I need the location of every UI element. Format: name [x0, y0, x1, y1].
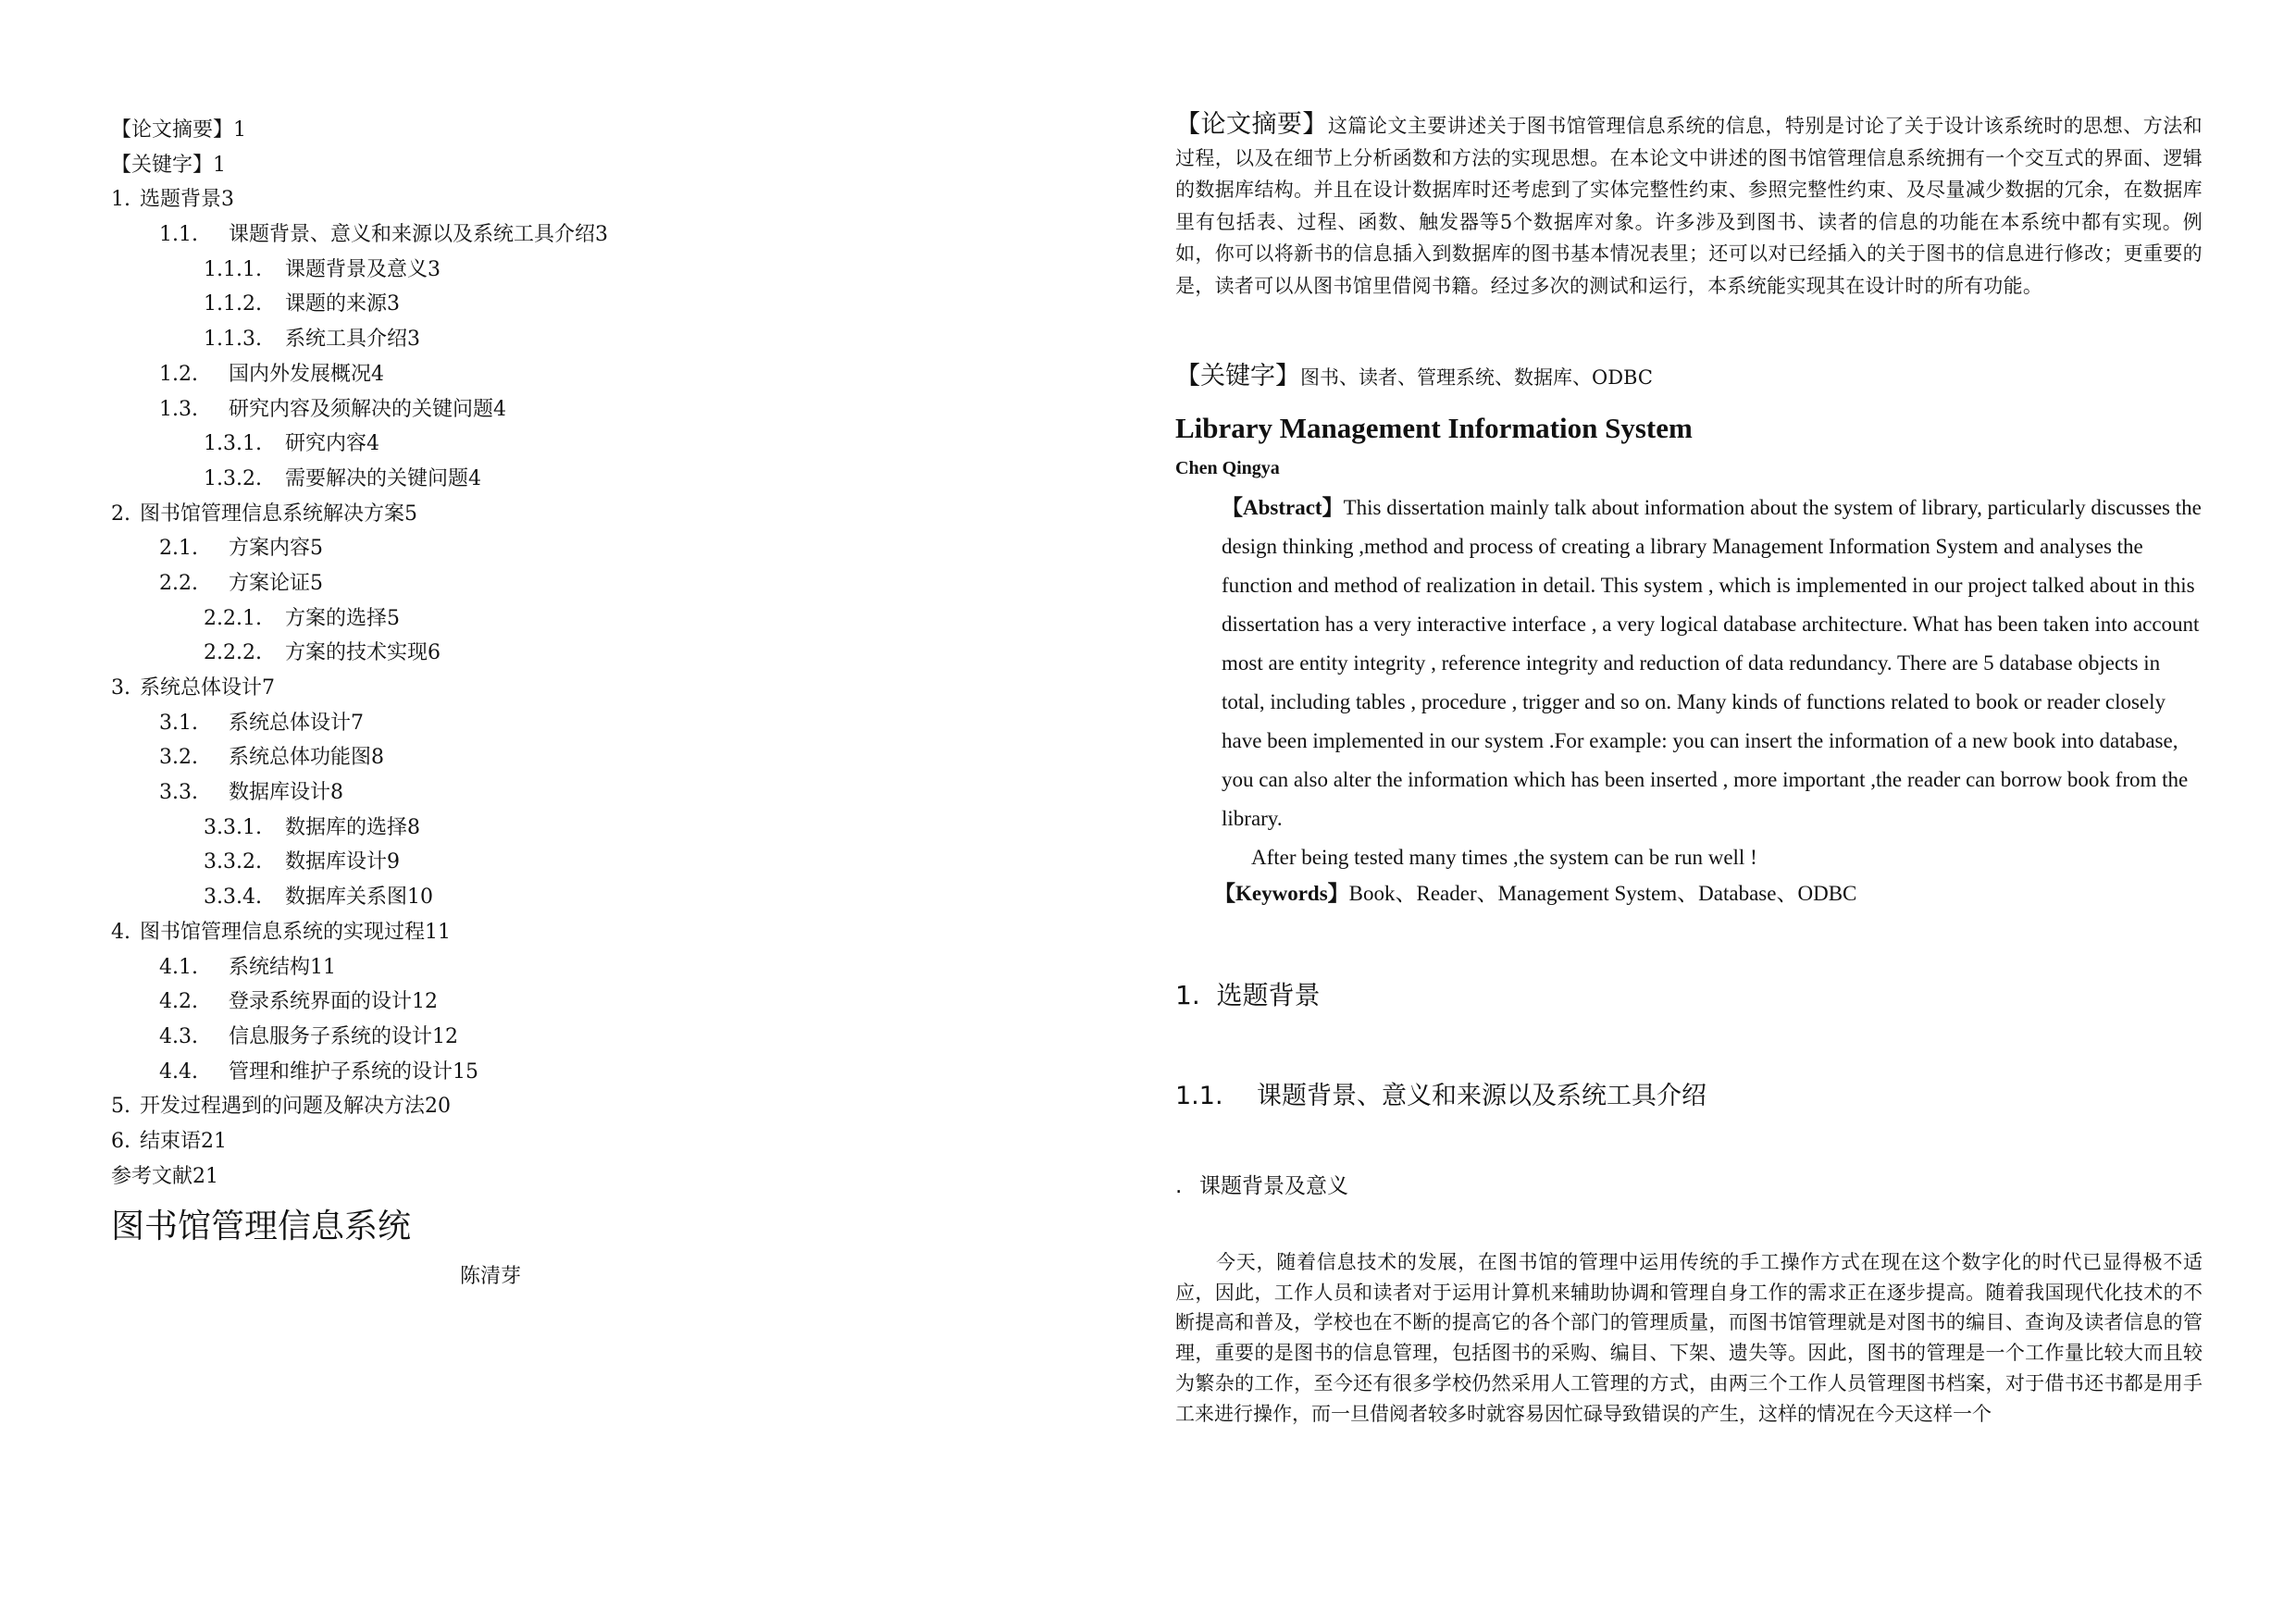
toc-item-text: 图书馆管理信息系统的实现过程11	[140, 920, 451, 944]
toc-item-number: 4.2.	[159, 990, 198, 1014]
toc-item	[111, 322, 1092, 357]
toc-item-text: 数据库的选择8	[285, 815, 420, 839]
english-author: Chen Qingya	[1175, 458, 1280, 478]
toc-item-number: 4.1.	[159, 955, 198, 979]
english-keywords-label: 【Keywords】	[1214, 882, 1349, 905]
english-abstract-label: 【Abstract】	[1222, 496, 1344, 519]
toc-item-text: 研究内容4	[285, 432, 379, 456]
toc-item-text: 方案论证5	[229, 571, 323, 595]
toc-item-number: 1.3.2.	[204, 466, 262, 490]
toc-item-text: 【论文摘要】1	[111, 118, 246, 142]
toc-item-text: 开发过程遇到的问题及解决方法20	[140, 1095, 451, 1119]
toc-item	[111, 636, 1092, 671]
toc-item-text: 研究内容及须解决的关键问题4	[229, 397, 506, 421]
toc-item-text: 系统总体设计7	[229, 711, 364, 735]
chinese-keywords	[1175, 355, 2203, 391]
english-keywords-text: Book、Reader、Management System、Database、ODBC	[1348, 882, 1857, 905]
english-title: Library Management Information System	[1175, 412, 1693, 444]
document-title: 图书馆管理信息系统	[111, 1208, 412, 1246]
toc-item-text: 方案内容5	[229, 537, 323, 561]
toc-item	[111, 566, 1092, 601]
toc-item	[111, 392, 1092, 427]
toc-item	[111, 253, 1092, 288]
toc-item-number: 1.3.	[159, 397, 198, 421]
toc-item	[111, 706, 1092, 741]
toc-item	[111, 845, 1092, 880]
english-abstract	[1222, 489, 2203, 877]
toc-item-text: 数据库关系图10	[285, 886, 433, 910]
toc-item-number: 3.3.	[159, 781, 198, 805]
toc-item	[111, 217, 1092, 253]
toc-item-number: 2.2.	[159, 571, 198, 595]
toc-item-text: 图书馆管理信息系统解决方案5	[140, 502, 417, 526]
toc-item	[111, 740, 1092, 775]
toc-item-number: 2.	[111, 502, 130, 526]
toc-item	[111, 1089, 1092, 1124]
english-abstract-paragraph-2: After being tested many times ,the system can be run well !	[1251, 846, 1757, 869]
toc-item-text: 数据库设计8	[229, 781, 343, 805]
section-heading-1-1	[1175, 1075, 2203, 1111]
english-abstract-text: This dissertation mainly talk about information about the system of library, particularly discusses the design thinking ,method and process of creating a library Management Information System and analyses the function and method of realization in detail. This system , which is implemented in our project talked about in this dissertation has a very interactive interface , a very logical database architecture. What has been taken into account most are entity integrity , reference integrity and reduction of data redundancy. There are 5 database objects in total, including tables , procedure , trigger and so on. Many kinds of functions related to book or reader closely have been implemented in our system .For example: you can insert the information of a new book into database, you can also alter the information which has been inserted , more important ,the reader can borrow book from the library.	[1222, 496, 2202, 830]
section-heading-1-1-text: 课题背景、意义和来源以及系统工具介绍	[1257, 1082, 1706, 1110]
toc-item-number: 1.1.3.	[204, 328, 262, 352]
toc-item-text: 选题背景3	[140, 188, 234, 212]
section-heading-1	[1175, 975, 2203, 1012]
toc-item-text: 方案的技术实现6	[285, 641, 441, 665]
toc-item-text: 课题的来源3	[285, 292, 400, 316]
abstract-heading: 【论文摘要】	[1175, 110, 1328, 139]
toc-item-number: 1.1.	[159, 223, 198, 247]
toc-item	[111, 287, 1092, 322]
toc-item-number: 3.3.1.	[204, 815, 262, 839]
toc-item	[111, 671, 1092, 706]
right-page	[1175, 109, 2203, 1429]
toc-item-number: 5.	[111, 1095, 130, 1119]
toc-item	[111, 1159, 1092, 1195]
toc-item-text: 方案的选择5	[285, 606, 400, 630]
document-author: 陈清芽	[460, 1265, 522, 1289]
toc-item-number: 3.3.2.	[204, 850, 262, 874]
section-heading-1-1-1	[1175, 1169, 2203, 1199]
toc-item-text: 登录系统界面的设计12	[229, 990, 438, 1014]
toc-item-number: 6.	[111, 1129, 130, 1153]
toc-item-number: 1.	[111, 188, 130, 212]
toc-item	[111, 1020, 1092, 1055]
left-page	[111, 113, 1092, 1289]
toc-item	[111, 497, 1092, 532]
toc-item-text: 课题背景、意义和来源以及系统工具介绍3	[229, 223, 608, 247]
section-heading-1-1-1-text: 课题背景及意义	[1199, 1174, 1348, 1198]
toc-item-number: 3.	[111, 676, 130, 700]
toc-item	[111, 1055, 1092, 1090]
toc-item-text: 系统总体设计7	[140, 676, 275, 700]
toc-item	[111, 601, 1092, 637]
english-abstract-paragraph	[1222, 489, 2203, 838]
keywords-heading: 【关键字】	[1175, 362, 1300, 390]
toc-item-text: 系统总体功能图8	[229, 746, 384, 770]
toc-item-number: 1.2.	[159, 362, 198, 386]
table-of-contents	[111, 113, 1092, 1194]
toc-item-number: 3.3.4.	[204, 886, 262, 910]
toc-item-text: 【关键字】1	[111, 153, 226, 177]
section-heading-1-1-1-number: .	[1175, 1174, 1183, 1198]
toc-item-text: 系统工具介绍3	[285, 328, 420, 352]
toc-item	[111, 880, 1092, 915]
toc-item-number: 2.2.2.	[204, 641, 262, 665]
toc-item	[111, 915, 1092, 950]
toc-item	[111, 950, 1092, 985]
toc-item-text: 系统结构11	[229, 955, 336, 979]
toc-item	[111, 148, 1092, 183]
toc-item	[111, 775, 1092, 811]
toc-item	[111, 531, 1092, 566]
english-keywords	[1214, 877, 2203, 911]
toc-item-text: 信息服务子系统的设计12	[229, 1024, 458, 1048]
toc-item-number: 3.2.	[159, 746, 198, 770]
toc-item-text: 需要解决的关键问题4	[285, 466, 481, 490]
section-heading-1-1-number: 1.1.	[1175, 1082, 1223, 1110]
toc-item-number: 1.1.1.	[204, 257, 262, 281]
toc-item-text: 参考文献21	[111, 1164, 218, 1188]
toc-item	[111, 113, 1092, 148]
toc-item-number: 1.3.1.	[204, 432, 262, 456]
toc-item-number: 3.1.	[159, 711, 198, 735]
toc-item-number: 2.2.1.	[204, 606, 262, 630]
toc-item-text: 数据库设计9	[285, 850, 400, 874]
toc-item-text: 国内外发展概况4	[229, 362, 384, 386]
toc-item-text: 管理和维护子系统的设计15	[229, 1059, 478, 1084]
toc-item-text: 课题背景及意义3	[285, 257, 441, 281]
keywords-text: 图书、读者、管理系统、数据库、ODBC	[1300, 366, 1653, 389]
toc-item	[111, 462, 1092, 497]
toc-item	[111, 427, 1092, 462]
section-heading-1-number: 1.	[1175, 980, 1200, 1010]
toc-item	[111, 1124, 1092, 1159]
toc-item-text: 结束语21	[140, 1129, 227, 1153]
abstract-text: 这篇论文主要讲述关于图书馆管理信息系统的信息，特别是讨论了关于设计该系统时的思想、方法和过程，以及在细节上分析函数和方法的实现思想。在本论文中讲述的图书馆管理信息系统拥有一个交互式的界面、逻辑的数据库结构。并且在设计数据库时还考虑到了实体完整性约束、参照完整性约束、及尽量减少数据的冗余，在数据库里有包括表、过程、函数、触发器等5个数据库对象。许多涉及到图书、读者的信息的功能在本系统中都有实现。例如，你可以将新书的信息插入到数据库的图书基本情况表里；还可以对已经插入的关于图书的信息进行修改；更重要的是，读者可以从图书馆里借阅书籍。经过多次的测试和运行，本系统能实现其在设计时的所有功能。	[1175, 115, 2203, 297]
toc-item-number: 2.1.	[159, 537, 198, 561]
toc-item	[111, 985, 1092, 1020]
toc-item	[111, 182, 1092, 217]
toc-item	[111, 357, 1092, 392]
toc-item-number: 4.3.	[159, 1024, 198, 1048]
chinese-abstract	[1175, 109, 2203, 302]
section-heading-1-text: 选题背景	[1216, 980, 1321, 1010]
toc-item-number: 4.4.	[159, 1059, 198, 1084]
toc-item-number: 1.1.2.	[204, 292, 262, 316]
toc-item-number: 4.	[111, 920, 130, 944]
toc-item	[111, 811, 1092, 846]
body-paragraph: 今天，随着信息技术的发展，在图书馆的管理中运用传统的手工操作方式在现在这个数字化的时代已显得极不适应，因此，工作人员和读者对于运用计算机来辅助协调和管理自身工作的需求正在逐步提高。随着我国现代化技术的不断提高和普及，学校也在不断的提高它的各个部门的管理质量，而图书馆管理就是对图书的编目、查询及读者信息的管理，重要的是图书的信息管理，包括图书的采购、编目、下架、遗失等。因此，图书的管理是一个工作量比较大而且较为繁杂的工作，至今还有很多学校仍然采用人工管理的方式，由两三个工作人员管理图书档案，对于借书还书都是用手工来进行操作，而一旦借阅者较多时就容易因忙碌导致错误的产生，这样的情况在今天这样一个	[1175, 1251, 2203, 1425]
